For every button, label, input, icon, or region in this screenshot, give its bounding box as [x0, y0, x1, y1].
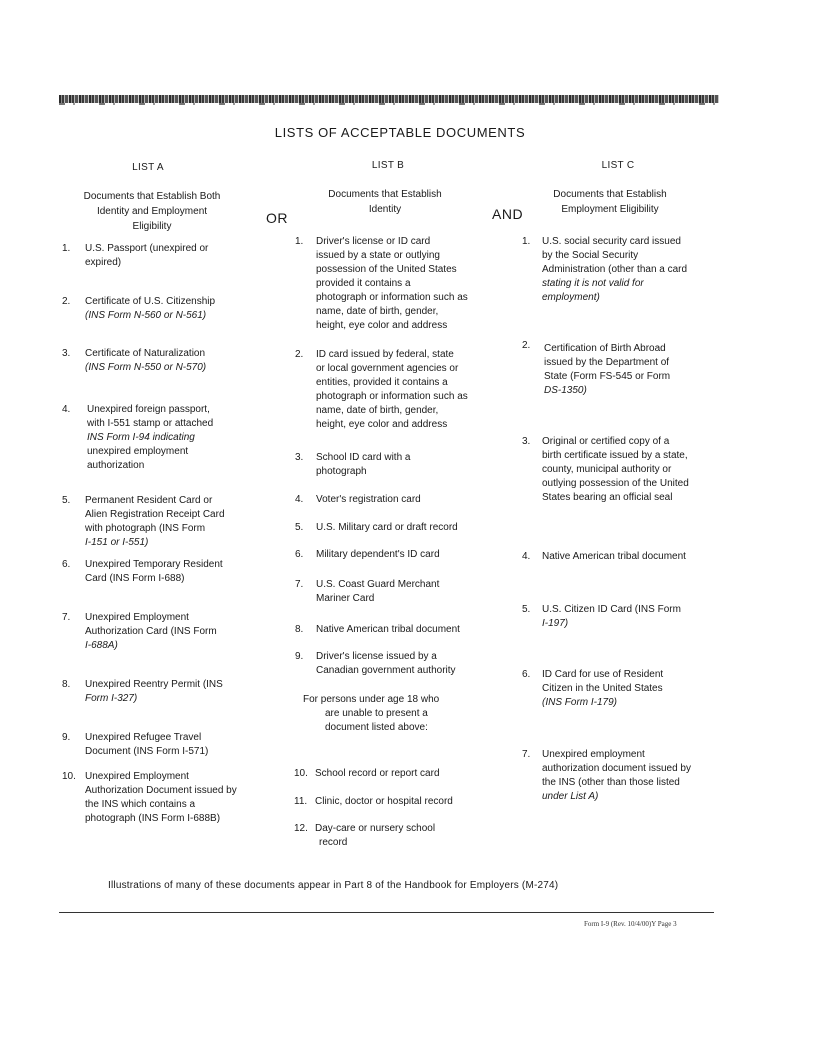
under-18-note: For persons under age 18 who are unable to present a document listed above:: [303, 694, 440, 733]
list-b-description: Documents that Establish Identity: [328, 189, 442, 215]
scan-header-strip: [59, 95, 719, 103]
list-c-description: Documents that Establish Employment Eligibility: [553, 189, 667, 215]
list-c-heading: LIST C: [601, 160, 635, 171]
page-title: LISTS OF ACCEPTABLE DOCUMENTS: [274, 125, 526, 140]
bottom-divider: [59, 912, 714, 913]
form-reference: Form I-9 (Rev. 10/4/00)Y Page 3: [584, 920, 677, 928]
list-a-heading: LIST A: [132, 162, 164, 173]
and-connector: AND: [492, 206, 524, 222]
list-a-description: Documents that Establish Both Identity and Employment Eligibility: [83, 191, 221, 232]
or-connector: OR: [266, 210, 288, 226]
handbook-note: Illustrations of many of these documents appear in Part 8 of the Handbook for Employers (M-274): [108, 880, 559, 891]
list-b-heading: LIST B: [371, 160, 405, 171]
